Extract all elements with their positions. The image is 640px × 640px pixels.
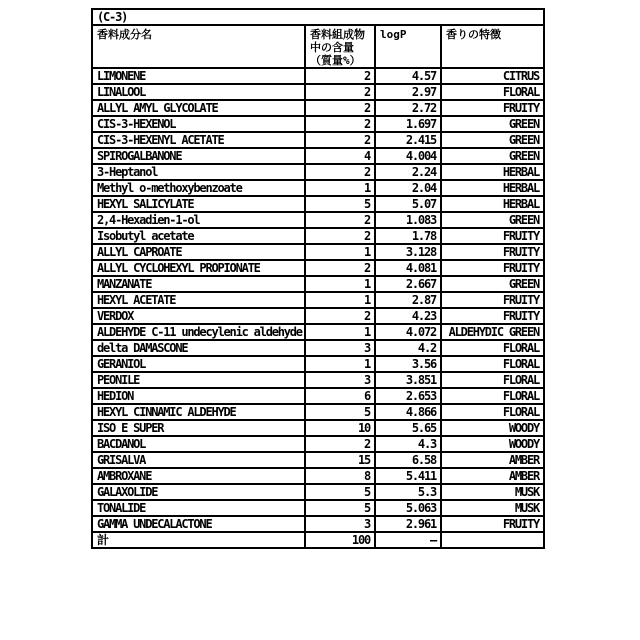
- cell-content: 2: [305, 212, 375, 228]
- table-row: [92, 68, 544, 84]
- table-row: [92, 292, 544, 308]
- cell-odor: WOODY: [441, 436, 544, 452]
- cell-name: PEONILE: [92, 372, 305, 388]
- cell-odor: FRUITY: [441, 260, 544, 276]
- cell-odor: FLORAL: [441, 340, 544, 356]
- cell-logp: 5.063: [375, 500, 441, 516]
- cell-logp: 1.78: [375, 228, 441, 244]
- table-row: [92, 244, 544, 260]
- cell-odor: FRUITY: [441, 516, 544, 532]
- table-row: [92, 340, 544, 356]
- table-row: [92, 436, 544, 452]
- cell-content: 5: [305, 196, 375, 212]
- table-row: [92, 468, 544, 484]
- cell-logp: 2.415: [375, 132, 441, 148]
- table-row: [92, 276, 544, 292]
- total-row: [92, 532, 544, 548]
- cell-content: 2: [305, 68, 375, 84]
- table-body: [92, 68, 544, 532]
- cell-content: 1: [305, 292, 375, 308]
- cell-logp: 4.3: [375, 436, 441, 452]
- cell-name: CIS-3-HEXENOL: [92, 116, 305, 132]
- cell-content: 15: [305, 452, 375, 468]
- cell-name: GRISALVA: [92, 452, 305, 468]
- cell-name: VERDOX: [92, 308, 305, 324]
- cell-name: ISO E SUPER: [92, 420, 305, 436]
- cell-name: HEXYL SALICYLATE: [92, 196, 305, 212]
- cell-odor: FRUITY: [441, 100, 544, 116]
- cell-logp: 4.081: [375, 260, 441, 276]
- table-row: [92, 324, 544, 340]
- total-label: 計: [92, 532, 305, 548]
- cell-logp: 3.128: [375, 244, 441, 260]
- cell-odor: HERBAL: [441, 196, 544, 212]
- table-row: [92, 260, 544, 276]
- cell-logp: 3.56: [375, 356, 441, 372]
- cell-odor: WOODY: [441, 420, 544, 436]
- table-row: [92, 148, 544, 164]
- table-row: [92, 420, 544, 436]
- cell-logp: 2.24: [375, 164, 441, 180]
- cell-odor: GREEN: [441, 116, 544, 132]
- cell-content: 5: [305, 484, 375, 500]
- cell-content: 3: [305, 340, 375, 356]
- table-row: [92, 132, 544, 148]
- cell-logp: 4.004: [375, 148, 441, 164]
- cell-name: 2,4-Hexadien-1-ol: [92, 212, 305, 228]
- cell-logp: 2.72: [375, 100, 441, 116]
- cell-odor: FLORAL: [441, 388, 544, 404]
- table-row: [92, 372, 544, 388]
- cell-name: HEXYL CINNAMIC ALDEHYDE: [92, 404, 305, 420]
- cell-name: ALLYL CYCLOHEXYL PROPIONATE: [92, 260, 305, 276]
- cell-content: 3: [305, 516, 375, 532]
- cell-odor: AMBER: [441, 452, 544, 468]
- col-header-content-line1: 香料組成物: [310, 28, 365, 41]
- cell-odor: FLORAL: [441, 404, 544, 420]
- cell-content: 1: [305, 180, 375, 196]
- cell-content: 2: [305, 164, 375, 180]
- cell-odor: FRUITY: [441, 308, 544, 324]
- cell-logp: 2.653: [375, 388, 441, 404]
- cell-logp: 6.58: [375, 452, 441, 468]
- cell-odor: HERBAL: [441, 164, 544, 180]
- cell-content: 1: [305, 356, 375, 372]
- table-row: [92, 100, 544, 116]
- cell-odor: GREEN: [441, 132, 544, 148]
- cell-odor: GREEN: [441, 212, 544, 228]
- cell-logp: 4.57: [375, 68, 441, 84]
- cell-name: HEXYL ACETATE: [92, 292, 305, 308]
- cell-odor: FLORAL: [441, 356, 544, 372]
- cell-name: ALLYL AMYL GLYCOLATE: [92, 100, 305, 116]
- cell-name: GALAXOLIDE: [92, 484, 305, 500]
- cell-content: 2: [305, 132, 375, 148]
- total-content-value: 100: [305, 532, 375, 548]
- table-header-row: [92, 25, 544, 68]
- col-header-component-name: 香料成分名: [92, 25, 305, 68]
- cell-name: 3-Heptanol: [92, 164, 305, 180]
- cell-odor: FRUITY: [441, 292, 544, 308]
- cell-logp: 4.866: [375, 404, 441, 420]
- cell-logp: 4.072: [375, 324, 441, 340]
- cell-logp: 5.65: [375, 420, 441, 436]
- cell-logp: 1.697: [375, 116, 441, 132]
- cell-name: SPIROGALBANONE: [92, 148, 305, 164]
- cell-logp: 2.961: [375, 516, 441, 532]
- total-odor-value: [441, 532, 544, 548]
- cell-odor: CITRUS: [441, 68, 544, 84]
- col-header-content-line3: （質量%）: [310, 54, 361, 67]
- cell-logp: 3.851: [375, 372, 441, 388]
- cell-content: 2: [305, 116, 375, 132]
- cell-logp: 2.87: [375, 292, 441, 308]
- cell-logp: 4.23: [375, 308, 441, 324]
- table-caption-row: [92, 9, 544, 25]
- cell-content: 6: [305, 388, 375, 404]
- table-row: [92, 84, 544, 100]
- table-caption: (C-3): [92, 9, 544, 25]
- cell-content: 4: [305, 148, 375, 164]
- table-row: [92, 308, 544, 324]
- table-row: [92, 404, 544, 420]
- cell-odor: GREEN: [441, 276, 544, 292]
- cell-odor: FRUITY: [441, 244, 544, 260]
- table-row: [92, 356, 544, 372]
- cell-name: Methyl o-methoxybenzoate: [92, 180, 305, 196]
- cell-name: ALDEHYDE C-11 undecylenic aldehyde: [92, 324, 305, 340]
- cell-logp: 2.97: [375, 84, 441, 100]
- cell-content: 2: [305, 260, 375, 276]
- cell-odor: FRUITY: [441, 228, 544, 244]
- cell-content: 2: [305, 84, 375, 100]
- table-row: [92, 500, 544, 516]
- table-row: [92, 164, 544, 180]
- cell-odor: ALDEHYDIC GREEN: [441, 324, 544, 340]
- cell-logp: 1.083: [375, 212, 441, 228]
- cell-odor: FLORAL: [441, 84, 544, 100]
- table-row: [92, 516, 544, 532]
- cell-name: HEDION: [92, 388, 305, 404]
- table-row: [92, 484, 544, 500]
- cell-content: 2: [305, 436, 375, 452]
- cell-odor: HERBAL: [441, 180, 544, 196]
- cell-name: AMBROXANE: [92, 468, 305, 484]
- cell-name: LIMONENE: [92, 68, 305, 84]
- table-row: [92, 452, 544, 468]
- cell-content: 3: [305, 372, 375, 388]
- cell-logp: 4.2: [375, 340, 441, 356]
- table-row: [92, 116, 544, 132]
- col-header-logp: logP: [375, 25, 441, 68]
- cell-name: TONALIDE: [92, 500, 305, 516]
- cell-content: 5: [305, 404, 375, 420]
- cell-content: 2: [305, 100, 375, 116]
- cell-odor: MUSK: [441, 500, 544, 516]
- cell-logp: 5.3: [375, 484, 441, 500]
- cell-name: delta DAMASCONE: [92, 340, 305, 356]
- cell-odor: MUSK: [441, 484, 544, 500]
- cell-logp: 2.667: [375, 276, 441, 292]
- table-row: [92, 388, 544, 404]
- table-row: [92, 228, 544, 244]
- col-header-odor: 香りの特徴: [441, 25, 544, 68]
- cell-name: LINALOOL: [92, 84, 305, 100]
- cell-content: 1: [305, 324, 375, 340]
- cell-logp: 2.04: [375, 180, 441, 196]
- cell-name: GAMMA UNDECALACTONE: [92, 516, 305, 532]
- cell-odor: FLORAL: [441, 372, 544, 388]
- cell-content: 1: [305, 276, 375, 292]
- fragrance-composition-table: [91, 8, 545, 549]
- cell-name: ALLYL CAPROATE: [92, 244, 305, 260]
- cell-content: 5: [305, 500, 375, 516]
- table-row: [92, 180, 544, 196]
- cell-name: GERANIOL: [92, 356, 305, 372]
- cell-logp: 5.07: [375, 196, 441, 212]
- cell-name: MANZANATE: [92, 276, 305, 292]
- cell-odor: AMBER: [441, 468, 544, 484]
- cell-content: 8: [305, 468, 375, 484]
- table-row: [92, 212, 544, 228]
- cell-name: Isobutyl acetate: [92, 228, 305, 244]
- cell-name: BACDANOL: [92, 436, 305, 452]
- cell-odor: GREEN: [441, 148, 544, 164]
- col-header-content: [305, 25, 375, 68]
- cell-name: CIS-3-HEXENYL ACETATE: [92, 132, 305, 148]
- cell-logp: 5.411: [375, 468, 441, 484]
- cell-content: 1: [305, 244, 375, 260]
- cell-content: 2: [305, 228, 375, 244]
- table-row: [92, 196, 544, 212]
- total-logp-value: –: [375, 532, 441, 548]
- cell-content: 10: [305, 420, 375, 436]
- cell-content: 2: [305, 308, 375, 324]
- col-header-content-line2: 中の含量: [310, 41, 354, 54]
